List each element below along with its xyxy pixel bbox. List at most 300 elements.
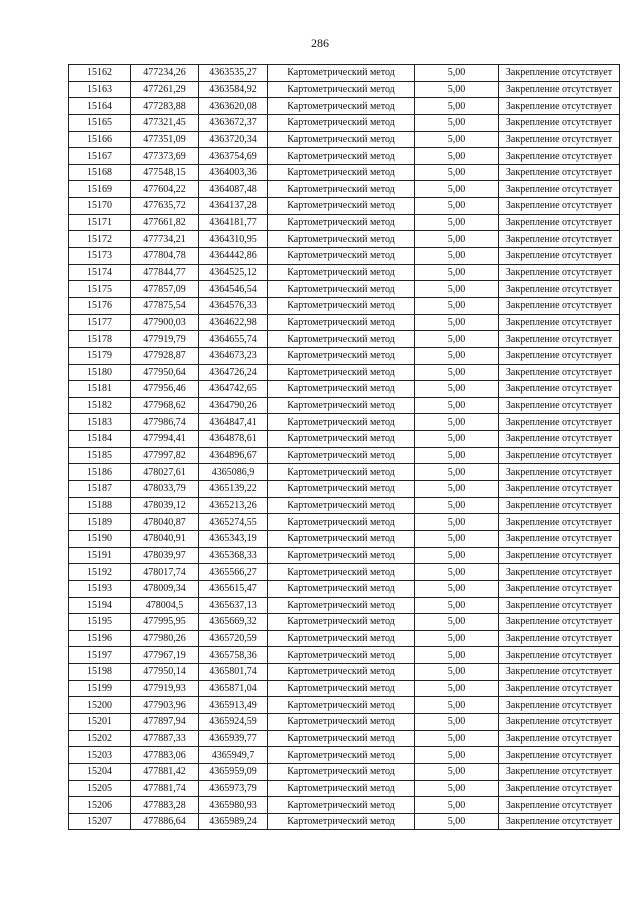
table-row (69, 81, 620, 98)
accuracy-cell: 5,00 (415, 264, 499, 281)
method-cell: Картометрический метод (268, 597, 415, 614)
table-row (69, 314, 620, 331)
y-coordinate-cell: 4365615,47 (199, 580, 268, 597)
y-coordinate-cell: 4365566,27 (199, 564, 268, 581)
x-coordinate-cell: 477881,74 (131, 780, 199, 797)
accuracy-cell: 5,00 (415, 813, 499, 830)
table-row (69, 547, 620, 564)
point-number-cell: 15171 (69, 214, 131, 231)
point-number-cell: 15169 (69, 181, 131, 198)
fixation-cell: Закрепление отсутствует (499, 131, 620, 148)
fixation-cell: Закрепление отсутствует (499, 481, 620, 498)
method-cell: Картометрический метод (268, 231, 415, 248)
method-cell: Картометрический метод (268, 713, 415, 730)
point-number-cell: 15176 (69, 297, 131, 314)
fixation-cell: Закрепление отсутствует (499, 514, 620, 531)
table-row (69, 497, 620, 514)
x-coordinate-cell: 477604,22 (131, 181, 199, 198)
x-coordinate-cell: 477995,95 (131, 614, 199, 631)
table-row (69, 65, 620, 82)
y-coordinate-cell: 4363620,08 (199, 98, 268, 115)
table-row (69, 431, 620, 448)
accuracy-cell: 5,00 (415, 148, 499, 165)
point-number-cell: 15205 (69, 780, 131, 797)
accuracy-cell: 5,00 (415, 181, 499, 198)
table-row (69, 780, 620, 797)
y-coordinate-cell: 4365274,55 (199, 514, 268, 531)
table-row (69, 797, 620, 814)
y-coordinate-cell: 4364576,33 (199, 297, 268, 314)
table-row (69, 514, 620, 531)
x-coordinate-cell: 478033,79 (131, 481, 199, 498)
point-number-cell: 15167 (69, 148, 131, 165)
x-coordinate-cell: 478040,87 (131, 514, 199, 531)
table-row (69, 264, 620, 281)
x-coordinate-cell: 477283,88 (131, 98, 199, 115)
table-row (69, 647, 620, 664)
point-number-cell: 15201 (69, 713, 131, 730)
x-coordinate-cell: 477875,54 (131, 297, 199, 314)
fixation-cell: Закрепление отсутствует (499, 797, 620, 814)
accuracy-cell: 5,00 (415, 248, 499, 265)
point-number-cell: 15170 (69, 198, 131, 215)
y-coordinate-cell: 4365758,36 (199, 647, 268, 664)
table-row (69, 281, 620, 298)
x-coordinate-cell: 477903,96 (131, 697, 199, 714)
table-row (69, 481, 620, 498)
x-coordinate-cell: 477919,79 (131, 331, 199, 348)
y-coordinate-cell: 4364525,12 (199, 264, 268, 281)
y-coordinate-cell: 4364087,48 (199, 181, 268, 198)
method-cell: Картометрический метод (268, 264, 415, 281)
accuracy-cell: 5,00 (415, 597, 499, 614)
y-coordinate-cell: 4364896,67 (199, 447, 268, 464)
x-coordinate-cell: 477997,82 (131, 447, 199, 464)
method-cell: Картометрический метод (268, 664, 415, 681)
table-row (69, 530, 620, 547)
method-cell: Картометрический метод (268, 98, 415, 115)
method-cell: Картометрический метод (268, 397, 415, 414)
table-row (69, 198, 620, 215)
method-cell: Картометрический метод (268, 813, 415, 830)
accuracy-cell: 5,00 (415, 530, 499, 547)
y-coordinate-cell: 4364546,54 (199, 281, 268, 298)
x-coordinate-cell: 477635,72 (131, 198, 199, 215)
y-coordinate-cell: 4365086,9 (199, 464, 268, 481)
x-coordinate-cell: 477804,78 (131, 248, 199, 265)
fixation-cell: Закрепление отсутствует (499, 547, 620, 564)
method-cell: Картометрический метод (268, 181, 415, 198)
point-number-cell: 15163 (69, 81, 131, 98)
point-number-cell: 15198 (69, 664, 131, 681)
accuracy-cell: 5,00 (415, 281, 499, 298)
method-cell: Картометрический метод (268, 514, 415, 531)
table-row (69, 597, 620, 614)
y-coordinate-cell: 4364003,36 (199, 164, 268, 181)
x-coordinate-cell: 477373,69 (131, 148, 199, 165)
y-coordinate-cell: 4364847,41 (199, 414, 268, 431)
y-coordinate-cell: 4364655,74 (199, 331, 268, 348)
y-coordinate-cell: 4364878,61 (199, 431, 268, 448)
y-coordinate-cell: 4365637,13 (199, 597, 268, 614)
fixation-cell: Закрепление отсутствует (499, 630, 620, 647)
fixation-cell: Закрепление отсутствует (499, 347, 620, 364)
point-number-cell: 15202 (69, 730, 131, 747)
fixation-cell: Закрепление отсутствует (499, 81, 620, 98)
x-coordinate-cell: 478040,91 (131, 530, 199, 547)
point-number-cell: 15204 (69, 763, 131, 780)
point-number-cell: 15190 (69, 530, 131, 547)
table-row (69, 148, 620, 165)
x-coordinate-cell: 477900,03 (131, 314, 199, 331)
x-coordinate-cell: 477968,62 (131, 397, 199, 414)
x-coordinate-cell: 477883,28 (131, 797, 199, 814)
point-number-cell: 15165 (69, 114, 131, 131)
method-cell: Картометрический метод (268, 797, 415, 814)
point-number-cell: 15182 (69, 397, 131, 414)
accuracy-cell: 5,00 (415, 481, 499, 498)
table-row (69, 381, 620, 398)
fixation-cell: Закрепление отсутствует (499, 181, 620, 198)
accuracy-cell: 5,00 (415, 364, 499, 381)
fixation-cell: Закрепление отсутствует (499, 65, 620, 82)
accuracy-cell: 5,00 (415, 397, 499, 414)
x-coordinate-cell: 478039,97 (131, 547, 199, 564)
y-coordinate-cell: 4365213,26 (199, 497, 268, 514)
method-cell: Картометрический метод (268, 248, 415, 265)
method-cell: Картометрический метод (268, 697, 415, 714)
method-cell: Картометрический метод (268, 547, 415, 564)
point-number-cell: 15206 (69, 797, 131, 814)
fixation-cell: Закрепление отсутствует (499, 397, 620, 414)
y-coordinate-cell: 4365871,04 (199, 680, 268, 697)
accuracy-cell: 5,00 (415, 81, 499, 98)
x-coordinate-cell: 478027,61 (131, 464, 199, 481)
accuracy-cell: 5,00 (415, 564, 499, 581)
accuracy-cell: 5,00 (415, 647, 499, 664)
fixation-cell: Закрепление отсутствует (499, 614, 620, 631)
x-coordinate-cell: 477950,64 (131, 364, 199, 381)
point-number-cell: 15197 (69, 647, 131, 664)
x-coordinate-cell: 477321,45 (131, 114, 199, 131)
point-number-cell: 15207 (69, 813, 131, 830)
fixation-cell: Закрепление отсутствует (499, 381, 620, 398)
accuracy-cell: 5,00 (415, 231, 499, 248)
table-row (69, 664, 620, 681)
table-row (69, 580, 620, 597)
x-coordinate-cell: 478039,12 (131, 497, 199, 514)
table-row (69, 447, 620, 464)
table-row (69, 347, 620, 364)
method-cell: Картометрический метод (268, 763, 415, 780)
accuracy-cell: 5,00 (415, 214, 499, 231)
table-row (69, 414, 620, 431)
x-coordinate-cell: 477548,15 (131, 164, 199, 181)
accuracy-cell: 5,00 (415, 497, 499, 514)
accuracy-cell: 5,00 (415, 797, 499, 814)
x-coordinate-cell: 478017,74 (131, 564, 199, 581)
method-cell: Картометрический метод (268, 81, 415, 98)
accuracy-cell: 5,00 (415, 580, 499, 597)
accuracy-cell: 5,00 (415, 164, 499, 181)
method-cell: Картометрический метод (268, 680, 415, 697)
accuracy-cell: 5,00 (415, 730, 499, 747)
y-coordinate-cell: 4365913,49 (199, 697, 268, 714)
fixation-cell: Закрепление отсутствует (499, 647, 620, 664)
table-row (69, 164, 620, 181)
table-row (69, 697, 620, 714)
fixation-cell: Закрепление отсутствует (499, 730, 620, 747)
fixation-cell: Закрепление отсутствует (499, 813, 620, 830)
y-coordinate-cell: 4365669,32 (199, 614, 268, 631)
y-coordinate-cell: 4364181,77 (199, 214, 268, 231)
point-number-cell: 15184 (69, 431, 131, 448)
point-number-cell: 15168 (69, 164, 131, 181)
accuracy-cell: 5,00 (415, 514, 499, 531)
y-coordinate-cell: 4363720,34 (199, 131, 268, 148)
accuracy-cell: 5,00 (415, 65, 499, 82)
fixation-cell: Закрепление отсутствует (499, 198, 620, 215)
y-coordinate-cell: 4365139,22 (199, 481, 268, 498)
point-number-cell: 15188 (69, 497, 131, 514)
method-cell: Картометрический метод (268, 464, 415, 481)
fixation-cell: Закрепление отсутствует (499, 497, 620, 514)
y-coordinate-cell: 4365949,7 (199, 747, 268, 764)
y-coordinate-cell: 4365343,19 (199, 530, 268, 547)
fixation-cell: Закрепление отсутствует (499, 747, 620, 764)
method-cell: Картометрический метод (268, 281, 415, 298)
accuracy-cell: 5,00 (415, 297, 499, 314)
method-cell: Картометрический метод (268, 630, 415, 647)
fixation-cell: Закрепление отсутствует (499, 364, 620, 381)
method-cell: Картометрический метод (268, 481, 415, 498)
fixation-cell: Закрепление отсутствует (499, 314, 620, 331)
y-coordinate-cell: 4364310,95 (199, 231, 268, 248)
table-row (69, 131, 620, 148)
y-coordinate-cell: 4363672,37 (199, 114, 268, 131)
x-coordinate-cell: 477886,64 (131, 813, 199, 830)
point-number-cell: 15179 (69, 347, 131, 364)
fixation-cell: Закрепление отсутствует (499, 697, 620, 714)
accuracy-cell: 5,00 (415, 381, 499, 398)
x-coordinate-cell: 477897,94 (131, 713, 199, 730)
y-coordinate-cell: 4365973,79 (199, 780, 268, 797)
x-coordinate-cell: 477994,41 (131, 431, 199, 448)
fixation-cell: Закрепление отсутствует (499, 431, 620, 448)
method-cell: Картометрический метод (268, 148, 415, 165)
method-cell: Картометрический метод (268, 214, 415, 231)
fixation-cell: Закрепление отсутствует (499, 680, 620, 697)
table-row (69, 214, 620, 231)
point-number-cell: 15178 (69, 331, 131, 348)
point-number-cell: 15177 (69, 314, 131, 331)
point-number-cell: 15173 (69, 248, 131, 265)
fixation-cell: Закрепление отсутствует (499, 248, 620, 265)
x-coordinate-cell: 477950,14 (131, 664, 199, 681)
y-coordinate-cell: 4365924,59 (199, 713, 268, 730)
table-row (69, 614, 620, 631)
method-cell: Картометрический метод (268, 364, 415, 381)
y-coordinate-cell: 4364726,24 (199, 364, 268, 381)
method-cell: Картометрический метод (268, 65, 415, 82)
point-number-cell: 15191 (69, 547, 131, 564)
table-row (69, 813, 620, 830)
accuracy-cell: 5,00 (415, 314, 499, 331)
method-cell: Картометрический метод (268, 314, 415, 331)
table-row (69, 397, 620, 414)
fixation-cell: Закрепление отсутствует (499, 414, 620, 431)
y-coordinate-cell: 4365980,93 (199, 797, 268, 814)
x-coordinate-cell: 477661,82 (131, 214, 199, 231)
method-cell: Картометрический метод (268, 614, 415, 631)
method-cell: Картометрический метод (268, 497, 415, 514)
x-coordinate-cell: 477986,74 (131, 414, 199, 431)
method-cell: Картометрический метод (268, 647, 415, 664)
fixation-cell: Закрепление отсутствует (499, 564, 620, 581)
y-coordinate-cell: 4364442,86 (199, 248, 268, 265)
y-coordinate-cell: 4365939,77 (199, 730, 268, 747)
x-coordinate-cell: 477734,21 (131, 231, 199, 248)
accuracy-cell: 5,00 (415, 747, 499, 764)
method-cell: Картометрический метод (268, 564, 415, 581)
x-coordinate-cell: 477234,26 (131, 65, 199, 82)
fixation-cell: Закрепление отсутствует (499, 281, 620, 298)
table-row (69, 331, 620, 348)
accuracy-cell: 5,00 (415, 680, 499, 697)
point-number-cell: 15162 (69, 65, 131, 82)
fixation-cell: Закрепление отсутствует (499, 114, 620, 131)
method-cell: Картометрический метод (268, 747, 415, 764)
fixation-cell: Закрепление отсутствует (499, 664, 620, 681)
accuracy-cell: 5,00 (415, 763, 499, 780)
table-row (69, 248, 620, 265)
table-row (69, 364, 620, 381)
point-number-cell: 15181 (69, 381, 131, 398)
fixation-cell: Закрепление отсутствует (499, 297, 620, 314)
point-number-cell: 15200 (69, 697, 131, 714)
table-row (69, 680, 620, 697)
point-number-cell: 15194 (69, 597, 131, 614)
y-coordinate-cell: 4364622,98 (199, 314, 268, 331)
y-coordinate-cell: 4364673,23 (199, 347, 268, 364)
x-coordinate-cell: 477844,77 (131, 264, 199, 281)
point-number-cell: 15193 (69, 580, 131, 597)
fixation-cell: Закрепление отсутствует (499, 214, 620, 231)
table-row (69, 98, 620, 115)
table-row (69, 747, 620, 764)
point-number-cell: 15203 (69, 747, 131, 764)
table-row (69, 630, 620, 647)
x-coordinate-cell: 477956,46 (131, 381, 199, 398)
point-number-cell: 15180 (69, 364, 131, 381)
point-number-cell: 15174 (69, 264, 131, 281)
point-number-cell: 15189 (69, 514, 131, 531)
x-coordinate-cell: 477351,09 (131, 131, 199, 148)
table-row (69, 297, 620, 314)
method-cell: Картометрический метод (268, 431, 415, 448)
method-cell: Картометрический метод (268, 198, 415, 215)
x-coordinate-cell: 478009,34 (131, 580, 199, 597)
point-number-cell: 15185 (69, 447, 131, 464)
fixation-cell: Закрепление отсутствует (499, 164, 620, 181)
x-coordinate-cell: 477857,09 (131, 281, 199, 298)
method-cell: Картометрический метод (268, 530, 415, 547)
accuracy-cell: 5,00 (415, 630, 499, 647)
method-cell: Картометрический метод (268, 580, 415, 597)
point-number-cell: 15196 (69, 630, 131, 647)
point-number-cell: 15195 (69, 614, 131, 631)
accuracy-cell: 5,00 (415, 780, 499, 797)
method-cell: Картометрический метод (268, 297, 415, 314)
fixation-cell: Закрепление отсутствует (499, 530, 620, 547)
accuracy-cell: 5,00 (415, 331, 499, 348)
table-row (69, 564, 620, 581)
method-cell: Картометрический метод (268, 780, 415, 797)
method-cell: Картометрический метод (268, 414, 415, 431)
method-cell: Картометрический метод (268, 331, 415, 348)
fixation-cell: Закрепление отсутствует (499, 447, 620, 464)
y-coordinate-cell: 4364137,28 (199, 198, 268, 215)
fixation-cell: Закрепление отсутствует (499, 264, 620, 281)
coordinates-table (68, 64, 620, 830)
fixation-cell: Закрепление отсутствует (499, 98, 620, 115)
accuracy-cell: 5,00 (415, 447, 499, 464)
accuracy-cell: 5,00 (415, 114, 499, 131)
x-coordinate-cell: 477881,42 (131, 763, 199, 780)
table-row (69, 763, 620, 780)
fixation-cell: Закрепление отсутствует (499, 148, 620, 165)
accuracy-cell: 5,00 (415, 414, 499, 431)
accuracy-cell: 5,00 (415, 614, 499, 631)
y-coordinate-cell: 4365801,74 (199, 664, 268, 681)
point-number-cell: 15183 (69, 414, 131, 431)
y-coordinate-cell: 4363535,27 (199, 65, 268, 82)
method-cell: Картометрический метод (268, 131, 415, 148)
fixation-cell: Закрепление отсутствует (499, 763, 620, 780)
y-coordinate-cell: 4364742,65 (199, 381, 268, 398)
y-coordinate-cell: 4364790,26 (199, 397, 268, 414)
x-coordinate-cell: 477883,06 (131, 747, 199, 764)
fixation-cell: Закрепление отсутствует (499, 713, 620, 730)
point-number-cell: 15172 (69, 231, 131, 248)
x-coordinate-cell: 477967,19 (131, 647, 199, 664)
method-cell: Картометрический метод (268, 381, 415, 398)
table-row (69, 181, 620, 198)
accuracy-cell: 5,00 (415, 347, 499, 364)
accuracy-cell: 5,00 (415, 697, 499, 714)
fixation-cell: Закрепление отсутствует (499, 464, 620, 481)
point-number-cell: 15192 (69, 564, 131, 581)
accuracy-cell: 5,00 (415, 464, 499, 481)
method-cell: Картометрический метод (268, 347, 415, 364)
x-coordinate-cell: 478004,5 (131, 597, 199, 614)
y-coordinate-cell: 4365959,09 (199, 763, 268, 780)
table-row (69, 231, 620, 248)
fixation-cell: Закрепление отсутствует (499, 780, 620, 797)
table-row (69, 114, 620, 131)
x-coordinate-cell: 477887,33 (131, 730, 199, 747)
point-number-cell: 15199 (69, 680, 131, 697)
point-number-cell: 15186 (69, 464, 131, 481)
x-coordinate-cell: 477928,87 (131, 347, 199, 364)
table-row (69, 730, 620, 747)
accuracy-cell: 5,00 (415, 713, 499, 730)
accuracy-cell: 5,00 (415, 198, 499, 215)
accuracy-cell: 5,00 (415, 664, 499, 681)
method-cell: Картометрический метод (268, 447, 415, 464)
y-coordinate-cell: 4363584,92 (199, 81, 268, 98)
fixation-cell: Закрепление отсутствует (499, 580, 620, 597)
